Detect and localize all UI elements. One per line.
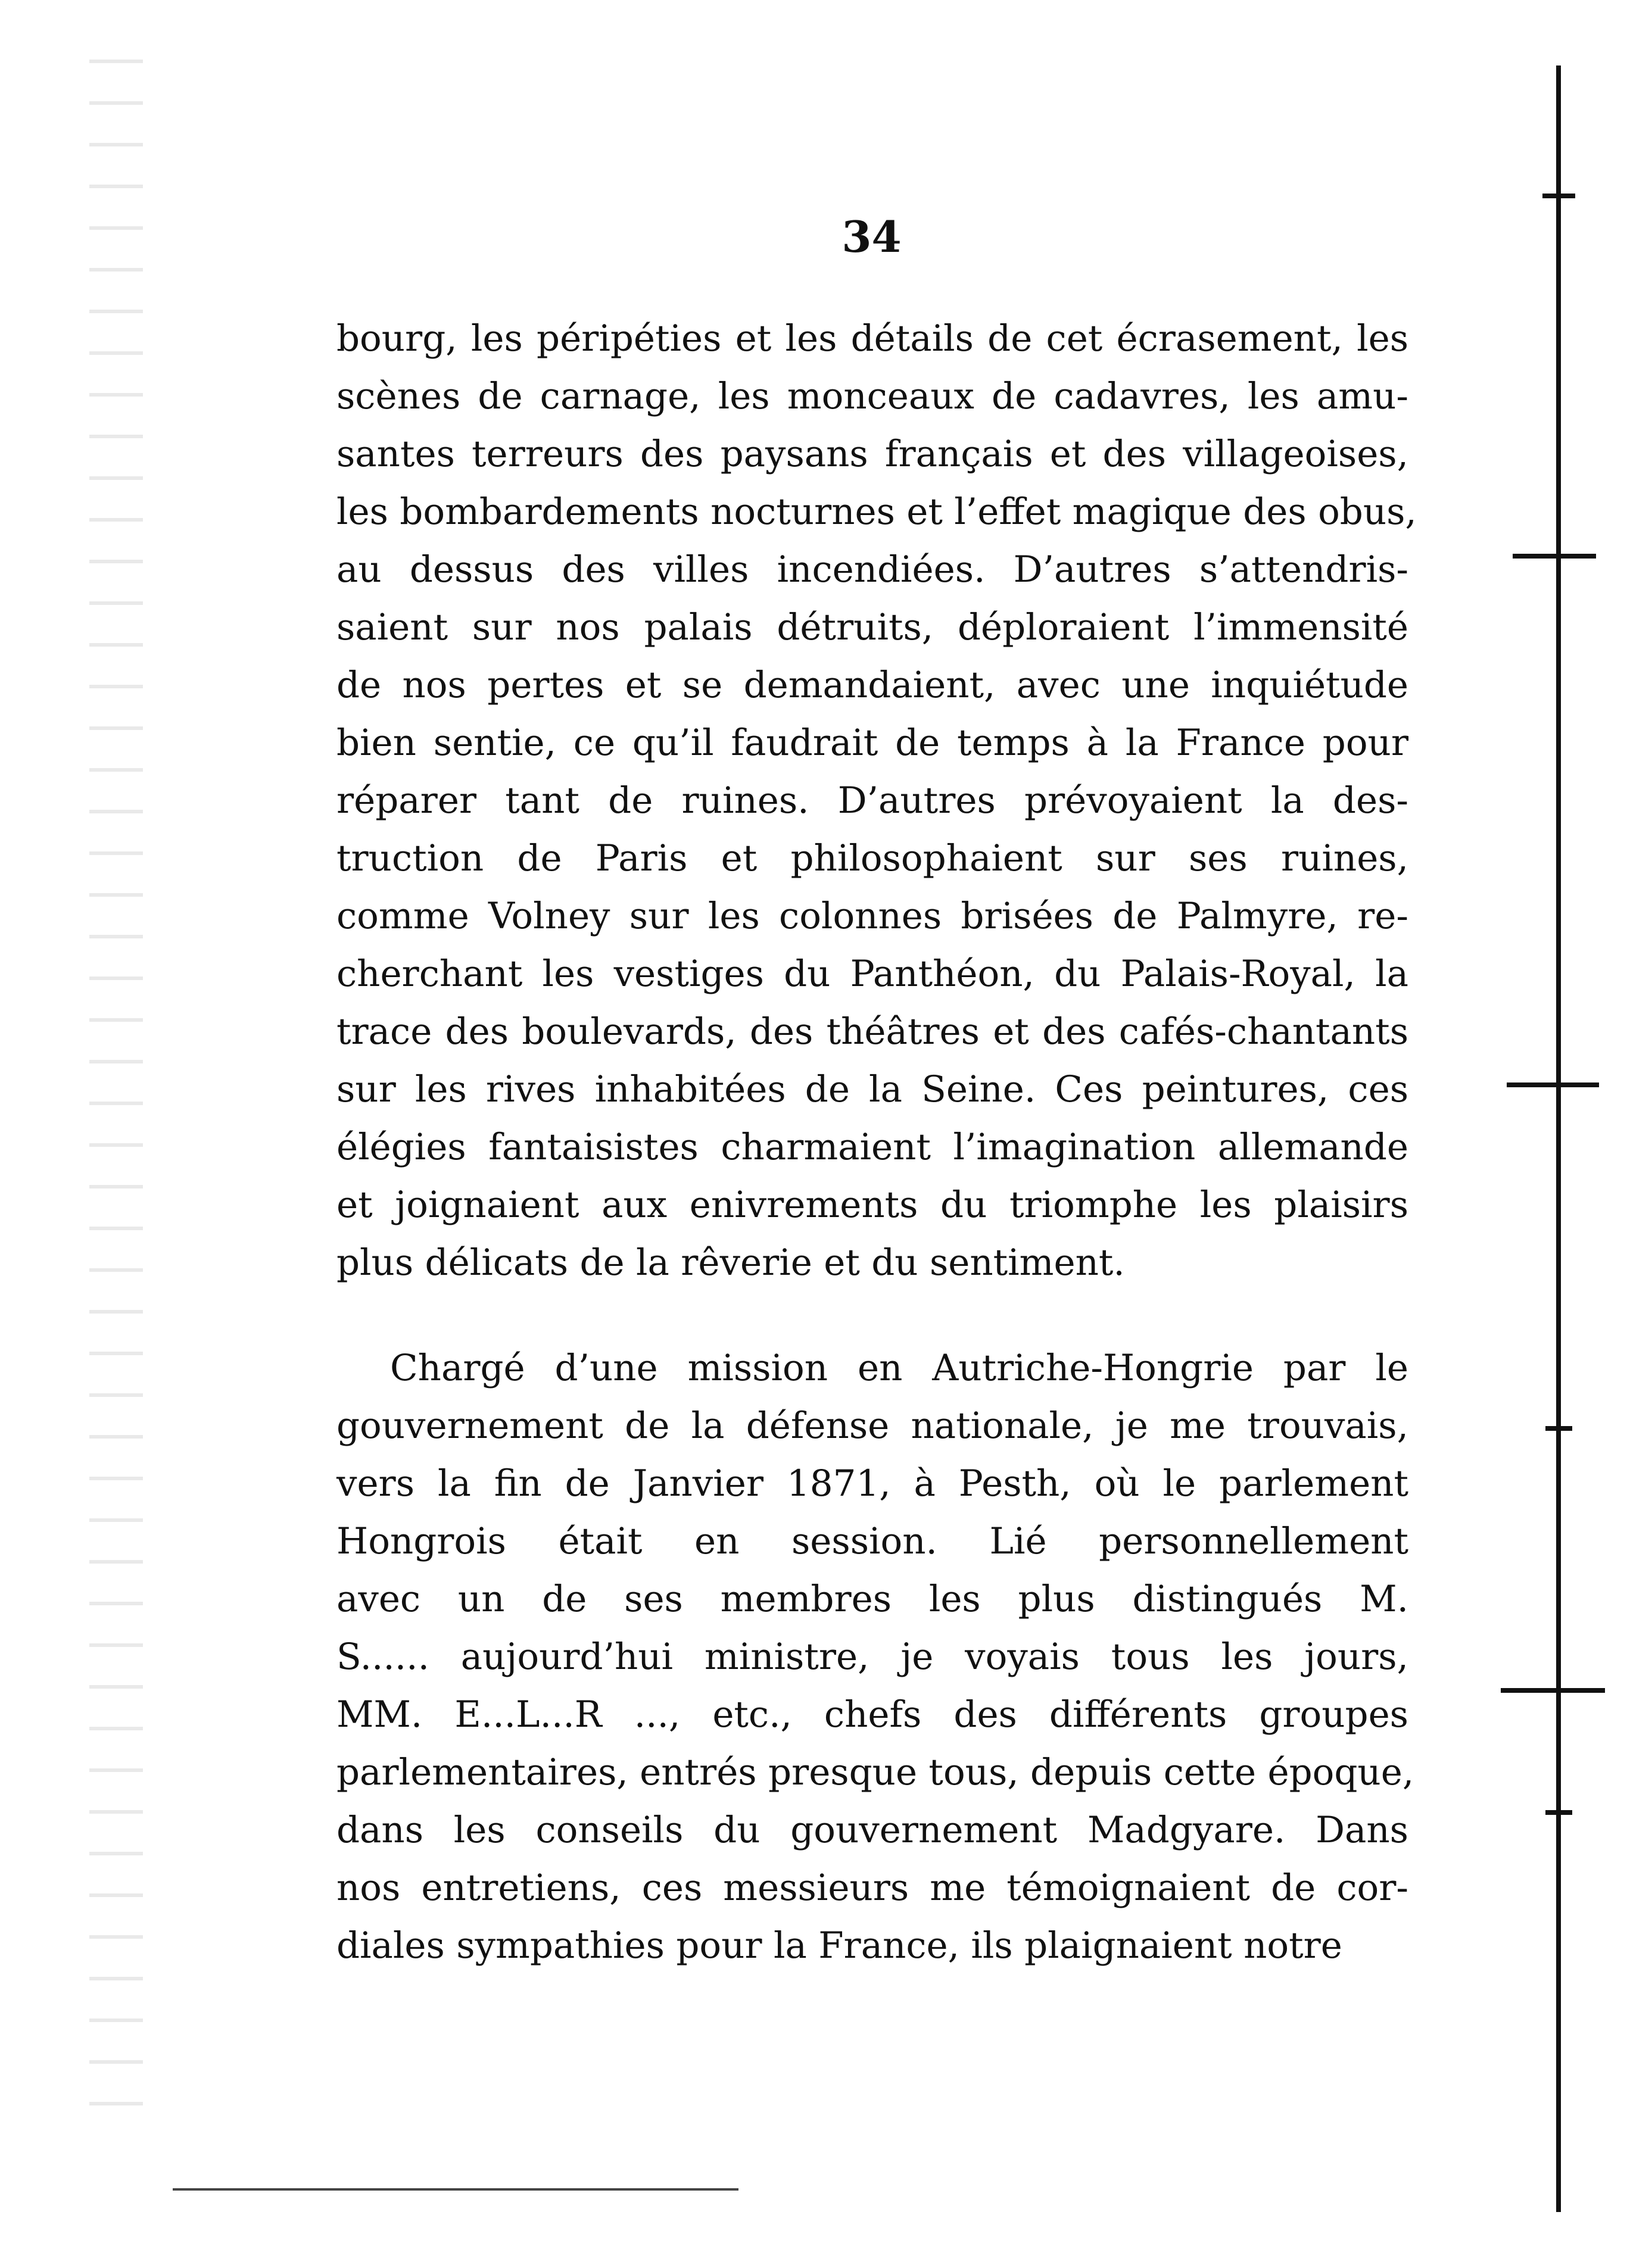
- text-line: saient sur nos palais détruits, déploraient l’immensité: [336, 606, 1408, 648]
- text-line: trace des boulevards, des théâtres et des cafés-chantants: [336, 1010, 1408, 1053]
- binding-edge-tick: [1542, 194, 1575, 198]
- text-line: cherchant les vestiges du Panthéon, du Palais-Royal, la: [336, 953, 1408, 995]
- text-line: vers la fin de Janvier 1871, à Pesth, où le parlement: [336, 1462, 1408, 1505]
- text-line: de nos pertes et se demandaient, avec une inquiétude: [336, 664, 1408, 706]
- bottom-edge-line: [173, 2188, 738, 2191]
- binding-edge-line: [1556, 65, 1561, 2212]
- binding-edge-tick: [1507, 1082, 1599, 1087]
- text-line: plus délicats de la rêverie et du sentiment.: [336, 1241, 1125, 1284]
- text-line: et joignaient aux enivrements du triomphe les plaisirs: [336, 1184, 1408, 1226]
- text-line: truction de Paris et philosophaient sur ses ruines,: [336, 837, 1408, 879]
- text-line: comme Volney sur les colonnes brisées de Palmyre, re-: [336, 895, 1408, 937]
- binding-edge-tick: [1513, 554, 1596, 559]
- text-line: sur les rives inhabitées de la Seine. Ces peintures, ces: [336, 1068, 1408, 1110]
- text-line: réparer tant de ruines. D’autres prévoyaient la des-: [336, 779, 1408, 822]
- text-line: bourg, les péripéties et les détails de cet écrasement, les: [336, 317, 1408, 360]
- body-text: [336, 310, 1417, 1974]
- text-line: santes terreurs des paysans français et des villageoises,: [336, 433, 1408, 475]
- text-line: MM. E...L...R ..., etc., chefs des différents groupes: [336, 1693, 1408, 1736]
- scan-margin-noise: [89, 60, 143, 2144]
- text-line: diales sympathies pour la France, ils plaignaient notre: [336, 1924, 1342, 1967]
- text-line: au dessus des villes incendiées. D’autres s’attendris-: [336, 548, 1408, 591]
- text-line: S...... aujourd’hui ministre, je voyais tous les jours,: [336, 1636, 1408, 1678]
- text-line: Hongrois était en session. Lié personnellement: [336, 1520, 1408, 1562]
- text-line: gouvernement de la défense nationale, je me trouvais,: [336, 1405, 1408, 1447]
- text-line: scènes de carnage, les monceaux de cadavres, les amu-: [336, 375, 1408, 417]
- text-line: bien sentie, ce qu’il faudrait de temps à la France pour: [336, 722, 1408, 764]
- text-line: nos entretiens, ces messieurs me témoignaient de cor-: [336, 1867, 1408, 1909]
- text-line: dans les conseils du gouvernement Madgyare. Dans: [336, 1809, 1408, 1851]
- text-line: avec un de ses membres les plus distingués M.: [336, 1578, 1408, 1620]
- page-number: 34: [842, 211, 902, 262]
- binding-edge-tick: [1501, 1688, 1605, 1693]
- text-line: parlementaires, entrés presque tous, depuis cette époque,: [336, 1751, 1414, 1793]
- paragraph: [336, 1339, 1414, 1974]
- binding-edge-tick: [1545, 1426, 1572, 1431]
- paragraph: [336, 310, 1417, 1291]
- text-line: Chargé d’une mission en Autriche-Hongrie par le: [390, 1347, 1408, 1389]
- text-line: les bombardements nocturnes et l’effet magique des obus,: [336, 491, 1417, 533]
- binding-edge-tick: [1545, 1810, 1572, 1815]
- text-line: élégies fantaisistes charmaient l’imagination allemande: [336, 1126, 1408, 1168]
